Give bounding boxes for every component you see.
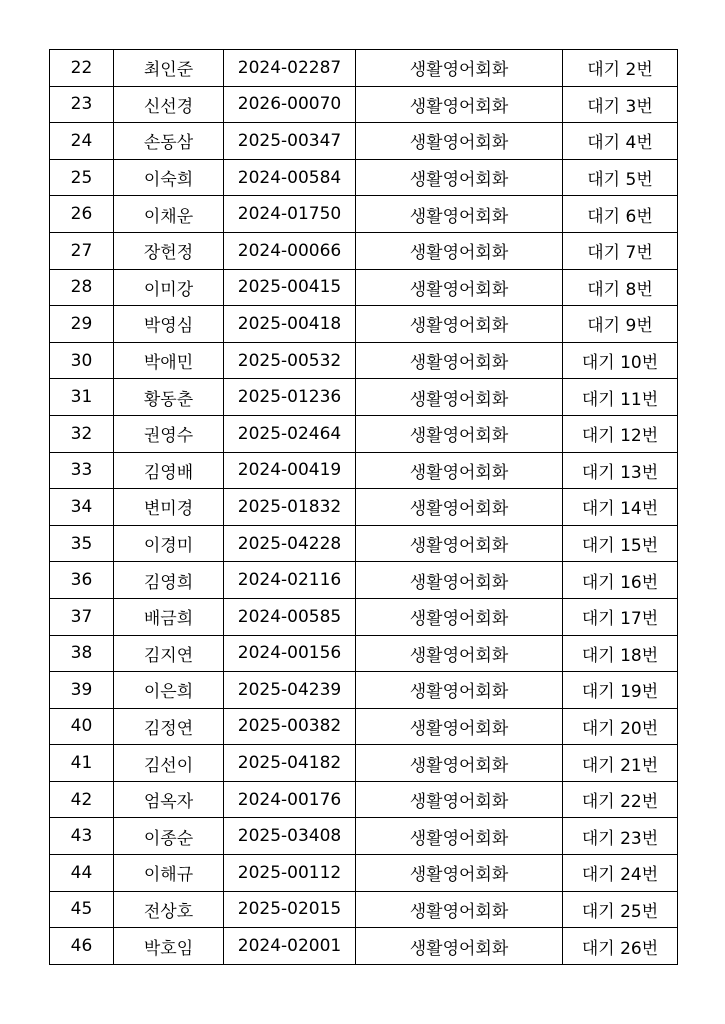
waitlist-status-cell: 대기 22번 <box>563 781 678 818</box>
row-number-cell: 22 <box>50 50 114 87</box>
row-number-cell: 24 <box>50 123 114 160</box>
waitlist-status-cell: 대기 18번 <box>563 635 678 672</box>
waitlist-status-cell: 대기 3번 <box>563 86 678 123</box>
name-cell: 변미경 <box>114 489 224 526</box>
name-cell: 배금희 <box>114 598 224 635</box>
registration-id-cell: 2025-03408 <box>224 818 356 855</box>
table-row <box>50 123 678 160</box>
row-number-cell: 30 <box>50 342 114 379</box>
course-cell: 생활영어회화 <box>356 781 563 818</box>
course-cell: 생활영어회화 <box>356 745 563 782</box>
row-number-cell: 42 <box>50 781 114 818</box>
name-cell: 김선이 <box>114 745 224 782</box>
name-cell: 이해규 <box>114 855 224 892</box>
registration-id-cell: 2025-04228 <box>224 525 356 562</box>
registration-id-cell: 2024-00156 <box>224 635 356 672</box>
name-cell: 박영심 <box>114 306 224 343</box>
registration-id-cell: 2024-00584 <box>224 159 356 196</box>
waitlist-status-cell: 대기 24번 <box>563 855 678 892</box>
table-row <box>50 306 678 343</box>
table-row <box>50 855 678 892</box>
course-cell: 생활영어회화 <box>356 269 563 306</box>
row-number-cell: 32 <box>50 415 114 452</box>
table-row <box>50 489 678 526</box>
table-row <box>50 745 678 782</box>
waitlist-status-cell: 대기 2번 <box>563 50 678 87</box>
row-number-cell: 37 <box>50 598 114 635</box>
waitlist-status-cell: 대기 5번 <box>563 159 678 196</box>
registration-id-cell: 2025-00382 <box>224 708 356 745</box>
name-cell: 김영희 <box>114 562 224 599</box>
course-cell: 생활영어회화 <box>356 342 563 379</box>
waitlist-table-body <box>50 50 678 965</box>
table-row <box>50 818 678 855</box>
course-cell: 생활영어회화 <box>356 635 563 672</box>
table-row <box>50 708 678 745</box>
table-row <box>50 452 678 489</box>
waitlist-status-cell: 대기 15번 <box>563 525 678 562</box>
row-number-cell: 36 <box>50 562 114 599</box>
waitlist-table <box>49 49 678 965</box>
table-row <box>50 562 678 599</box>
waitlist-status-cell: 대기 17번 <box>563 598 678 635</box>
waitlist-status-cell: 대기 23번 <box>563 818 678 855</box>
registration-id-cell: 2025-01236 <box>224 379 356 416</box>
table-row <box>50 415 678 452</box>
registration-id-cell: 2024-02116 <box>224 562 356 599</box>
row-number-cell: 44 <box>50 855 114 892</box>
registration-id-cell: 2024-00066 <box>224 232 356 269</box>
name-cell: 이숙희 <box>114 159 224 196</box>
course-cell: 생활영어회화 <box>356 525 563 562</box>
name-cell: 신선경 <box>114 86 224 123</box>
name-cell: 전상호 <box>114 891 224 928</box>
row-number-cell: 31 <box>50 379 114 416</box>
table-row <box>50 50 678 87</box>
waitlist-status-cell: 대기 13번 <box>563 452 678 489</box>
name-cell: 박애민 <box>114 342 224 379</box>
table-row <box>50 672 678 709</box>
name-cell: 김영배 <box>114 452 224 489</box>
course-cell: 생활영어회화 <box>356 50 563 87</box>
name-cell: 김지연 <box>114 635 224 672</box>
course-cell: 생활영어회화 <box>356 489 563 526</box>
course-cell: 생활영어회화 <box>356 86 563 123</box>
course-cell: 생활영어회화 <box>356 123 563 160</box>
table-row <box>50 159 678 196</box>
waitlist-status-cell: 대기 21번 <box>563 745 678 782</box>
row-number-cell: 29 <box>50 306 114 343</box>
row-number-cell: 34 <box>50 489 114 526</box>
registration-id-cell: 2025-00347 <box>224 123 356 160</box>
name-cell: 손동삼 <box>114 123 224 160</box>
registration-id-cell: 2025-00532 <box>224 342 356 379</box>
course-cell: 생활영어회화 <box>356 159 563 196</box>
row-number-cell: 35 <box>50 525 114 562</box>
course-cell: 생활영어회화 <box>356 562 563 599</box>
waitlist-status-cell: 대기 25번 <box>563 891 678 928</box>
row-number-cell: 26 <box>50 196 114 233</box>
registration-id-cell: 2025-00112 <box>224 855 356 892</box>
row-number-cell: 41 <box>50 745 114 782</box>
table-row <box>50 891 678 928</box>
table-row <box>50 196 678 233</box>
course-cell: 생활영어회화 <box>356 306 563 343</box>
registration-id-cell: 2025-04239 <box>224 672 356 709</box>
name-cell: 이은희 <box>114 672 224 709</box>
row-number-cell: 28 <box>50 269 114 306</box>
row-number-cell: 23 <box>50 86 114 123</box>
waitlist-status-cell: 대기 14번 <box>563 489 678 526</box>
waitlist-status-cell: 대기 19번 <box>563 672 678 709</box>
course-cell: 생활영어회화 <box>356 928 563 965</box>
course-cell: 생활영어회화 <box>356 415 563 452</box>
waitlist-status-cell: 대기 26번 <box>563 928 678 965</box>
course-cell: 생활영어회화 <box>356 232 563 269</box>
course-cell: 생활영어회화 <box>356 452 563 489</box>
registration-id-cell: 2026-00070 <box>224 86 356 123</box>
registration-id-cell: 2024-02287 <box>224 50 356 87</box>
row-number-cell: 45 <box>50 891 114 928</box>
registration-id-cell: 2024-01750 <box>224 196 356 233</box>
course-cell: 생활영어회화 <box>356 818 563 855</box>
course-cell: 생활영어회화 <box>356 855 563 892</box>
registration-id-cell: 2025-00418 <box>224 306 356 343</box>
row-number-cell: 27 <box>50 232 114 269</box>
row-number-cell: 25 <box>50 159 114 196</box>
row-number-cell: 33 <box>50 452 114 489</box>
name-cell: 최인준 <box>114 50 224 87</box>
name-cell: 이경미 <box>114 525 224 562</box>
row-number-cell: 38 <box>50 635 114 672</box>
name-cell: 이미강 <box>114 269 224 306</box>
row-number-cell: 40 <box>50 708 114 745</box>
course-cell: 생활영어회화 <box>356 598 563 635</box>
registration-id-cell: 2025-01832 <box>224 489 356 526</box>
table-row <box>50 525 678 562</box>
table-row <box>50 635 678 672</box>
waitlist-status-cell: 대기 8번 <box>563 269 678 306</box>
waitlist-status-cell: 대기 6번 <box>563 196 678 233</box>
name-cell: 황동춘 <box>114 379 224 416</box>
registration-id-cell: 2024-00585 <box>224 598 356 635</box>
course-cell: 생활영어회화 <box>356 672 563 709</box>
name-cell: 박호임 <box>114 928 224 965</box>
registration-id-cell: 2025-02464 <box>224 415 356 452</box>
course-cell: 생활영어회화 <box>356 708 563 745</box>
waitlist-status-cell: 대기 10번 <box>563 342 678 379</box>
waitlist-status-cell: 대기 4번 <box>563 123 678 160</box>
table-row <box>50 342 678 379</box>
table-row <box>50 379 678 416</box>
registration-id-cell: 2024-00176 <box>224 781 356 818</box>
registration-id-cell: 2024-02001 <box>224 928 356 965</box>
row-number-cell: 39 <box>50 672 114 709</box>
course-cell: 생활영어회화 <box>356 891 563 928</box>
registration-id-cell: 2024-00419 <box>224 452 356 489</box>
name-cell: 장헌정 <box>114 232 224 269</box>
registration-id-cell: 2025-00415 <box>224 269 356 306</box>
waitlist-status-cell: 대기 11번 <box>563 379 678 416</box>
course-cell: 생활영어회화 <box>356 379 563 416</box>
table-row <box>50 232 678 269</box>
name-cell: 엄옥자 <box>114 781 224 818</box>
waitlist-status-cell: 대기 12번 <box>563 415 678 452</box>
table-row <box>50 86 678 123</box>
waitlist-status-cell: 대기 7번 <box>563 232 678 269</box>
waitlist-status-cell: 대기 9번 <box>563 306 678 343</box>
waitlist-status-cell: 대기 16번 <box>563 562 678 599</box>
registration-id-cell: 2025-04182 <box>224 745 356 782</box>
table-row <box>50 598 678 635</box>
name-cell: 이채운 <box>114 196 224 233</box>
name-cell: 김정연 <box>114 708 224 745</box>
row-number-cell: 43 <box>50 818 114 855</box>
table-row <box>50 781 678 818</box>
name-cell: 권영수 <box>114 415 224 452</box>
name-cell: 이종순 <box>114 818 224 855</box>
table-row <box>50 269 678 306</box>
table-row <box>50 928 678 965</box>
row-number-cell: 46 <box>50 928 114 965</box>
registration-id-cell: 2025-02015 <box>224 891 356 928</box>
waitlist-status-cell: 대기 20번 <box>563 708 678 745</box>
course-cell: 생활영어회화 <box>356 196 563 233</box>
